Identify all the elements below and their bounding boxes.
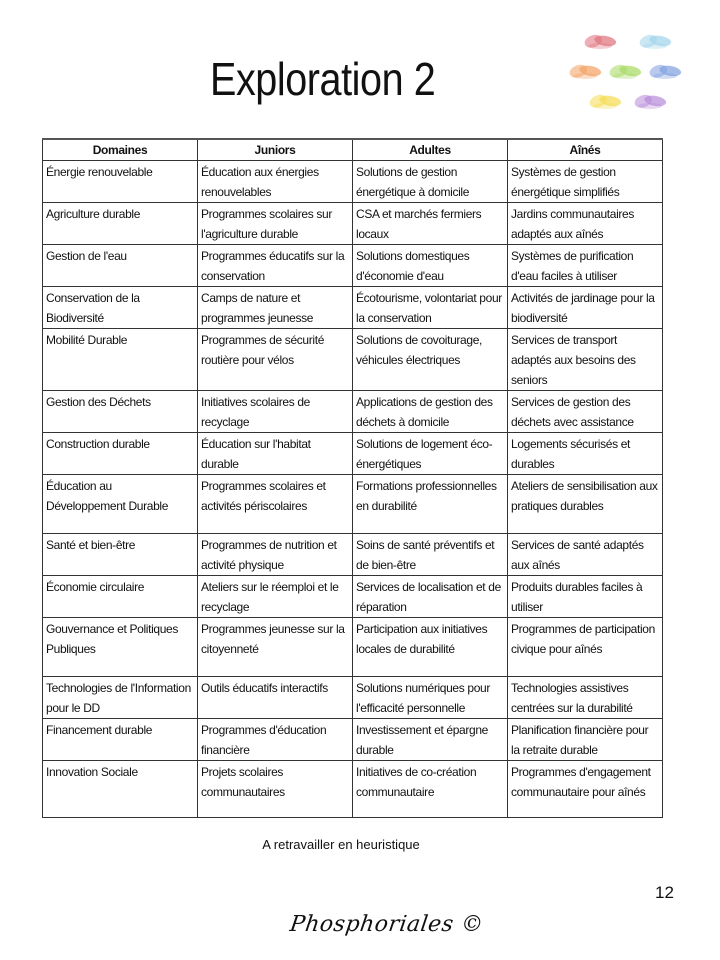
cell-juniors: Programmes jeunesse sur la citoyenneté — [198, 618, 353, 677]
table-row — [43, 761, 663, 818]
cell-aines: Services de transport adaptés aux besoins des seniors — [508, 329, 663, 391]
table-row — [43, 677, 663, 719]
cell-aines: Jardins communautaires adaptés aux aînés — [508, 203, 663, 245]
cell-adultes: Investissement et épargne durable — [353, 719, 508, 761]
table-row — [43, 287, 663, 329]
cell-adultes: Applications de gestion des déchets à domicile — [353, 391, 508, 433]
column-header-domaines: Domaines — [43, 139, 198, 161]
cell-juniors: Projets scolaires communautaires — [198, 761, 353, 818]
cell-aines: Systèmes de gestion énergétique simplifiés — [508, 161, 663, 203]
cell-aines: Logements sécurisés et durables — [508, 433, 663, 475]
cell-adultes: Initiatives de co-création communautaire — [353, 761, 508, 818]
page-number: 12 — [655, 883, 674, 902]
table-row — [43, 329, 663, 391]
cell-domaines: Gestion de l'eau — [43, 245, 198, 287]
cell-adultes: Solutions de covoiturage, véhicules électriques — [353, 329, 508, 391]
cell-juniors: Ateliers sur le réemploi et le recyclage — [198, 576, 353, 618]
cell-aines: Activités de jardinage pour la biodiversité — [508, 287, 663, 329]
table-row — [43, 433, 663, 475]
cell-aines: Services de gestion des déchets avec assistance — [508, 391, 663, 433]
cell-aines: Services de santé adaptés aux aînés — [508, 534, 663, 576]
cell-domaines: Construction durable — [43, 433, 198, 475]
cell-adultes: Soins de santé préventifs et de bien-être — [353, 534, 508, 576]
domains-table — [42, 138, 663, 818]
cell-domaines: Technologies de l'Information pour le DD — [43, 677, 198, 719]
butterflies-decoration-icon — [560, 20, 700, 120]
cell-domaines: Gestion des Déchets — [43, 391, 198, 433]
cell-juniors: Outils éducatifs interactifs — [198, 677, 353, 719]
cell-domaines: Innovation Sociale — [43, 761, 198, 818]
cell-aines: Technologies assistives centrées sur la durabilité — [508, 677, 663, 719]
cell-domaines: Conservation de la Biodiversité — [43, 287, 198, 329]
cell-adultes: CSA et marchés fermiers locaux — [353, 203, 508, 245]
cell-aines: Programmes d'engagement communautaire pour aînés — [508, 761, 663, 818]
table-row — [43, 534, 663, 576]
cell-domaines: Éducation au Développement Durable — [43, 475, 198, 534]
cell-adultes: Participation aux initiatives locales de durabilité — [353, 618, 508, 677]
butterfly-icon — [638, 33, 672, 50]
butterfly-icon — [588, 93, 622, 110]
cell-aines: Produits durables faciles à utiliser — [508, 576, 663, 618]
cell-aines: Programmes de participation civique pour aînés — [508, 618, 663, 677]
cell-domaines: Financement durable — [43, 719, 198, 761]
table-row — [43, 203, 663, 245]
table-row — [43, 576, 663, 618]
cell-juniors: Programmes scolaires et activités périscolaires — [198, 475, 353, 534]
cell-adultes: Solutions de logement éco-énergétiques — [353, 433, 508, 475]
butterfly-icon — [568, 63, 602, 80]
cell-adultes: Services de localisation et de réparation — [353, 576, 508, 618]
cell-adultes: Solutions numériques pour l'efficacité personnelle — [353, 677, 508, 719]
table-body — [43, 161, 663, 818]
butterfly-icon — [648, 63, 682, 80]
butterfly-icon — [583, 33, 617, 50]
column-header-aines: Aînés — [508, 139, 663, 161]
cell-domaines: Énergie renouvelable — [43, 161, 198, 203]
cell-juniors: Initiatives scolaires de recyclage — [198, 391, 353, 433]
cell-juniors: Programmes de sécurité routière pour vélos — [198, 329, 353, 391]
brand-logo: Phosphoriales © — [288, 912, 486, 937]
cell-adultes: Solutions de gestion énergétique à domicile — [353, 161, 508, 203]
cell-domaines: Mobilité Durable — [43, 329, 198, 391]
table-header-row — [43, 139, 663, 161]
table-row — [43, 618, 663, 677]
table-row — [43, 245, 663, 287]
cell-adultes: Solutions domestiques d'économie d'eau — [353, 245, 508, 287]
cell-aines: Planification financière pour la retraite durable — [508, 719, 663, 761]
table-row — [43, 161, 663, 203]
cell-aines: Systèmes de purification d'eau faciles à utiliser — [508, 245, 663, 287]
cell-domaines: Économie circulaire — [43, 576, 198, 618]
cell-juniors: Programmes scolaires sur l'agriculture durable — [198, 203, 353, 245]
column-header-juniors: Juniors — [198, 139, 353, 161]
butterfly-icon — [633, 93, 667, 110]
cell-domaines: Gouvernance et Politiques Publiques — [43, 618, 198, 677]
cell-domaines: Santé et bien-être — [43, 534, 198, 576]
cell-domaines: Agriculture durable — [43, 203, 198, 245]
cell-juniors: Programmes éducatifs sur la conservation — [198, 245, 353, 287]
table-row — [43, 391, 663, 433]
cell-juniors: Éducation sur l'habitat durable — [198, 433, 353, 475]
cell-aines: Ateliers de sensibilisation aux pratiques durables — [508, 475, 663, 534]
footer-note: A retravailler en heuristique — [262, 837, 420, 852]
table-row — [43, 475, 663, 534]
cell-juniors: Programmes de nutrition et activité physique — [198, 534, 353, 576]
table-row — [43, 719, 663, 761]
cell-adultes: Écotourisme, volontariat pour la conservation — [353, 287, 508, 329]
cell-juniors: Camps de nature et programmes jeunesse — [198, 287, 353, 329]
cell-juniors: Éducation aux énergies renouvelables — [198, 161, 353, 203]
column-header-adultes: Adultes — [353, 139, 508, 161]
butterfly-icon — [608, 63, 642, 80]
page-title: Exploration 2 — [210, 53, 436, 105]
cell-adultes: Formations professionnelles en durabilité — [353, 475, 508, 534]
cell-juniors: Programmes d'éducation financière — [198, 719, 353, 761]
